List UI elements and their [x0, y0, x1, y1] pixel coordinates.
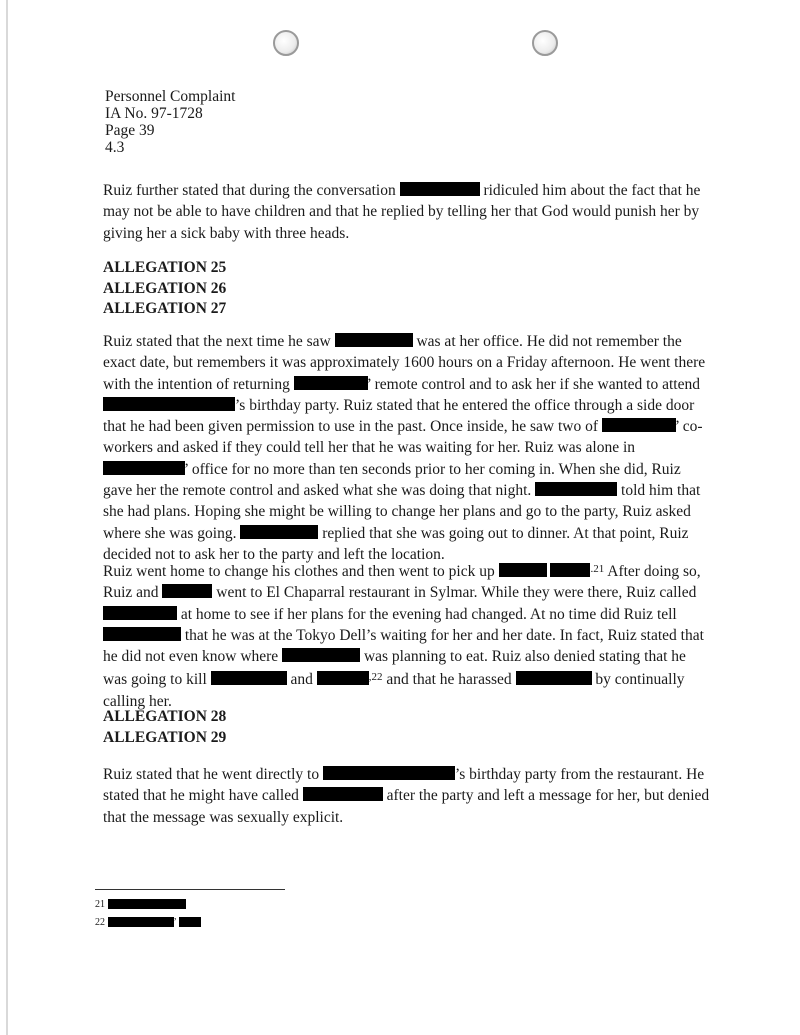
redaction-bar — [179, 917, 201, 927]
text-run: by continually calling her. — [103, 671, 685, 710]
header-page-number: Page 39 — [105, 122, 155, 139]
paragraph-2 — [103, 331, 713, 565]
header-title: Personnel Complaint — [105, 88, 236, 105]
allegation-heading: ALLEGATION 28 — [103, 708, 227, 725]
redaction-bar — [108, 899, 186, 909]
allegation-heading: ALLEGATION 25 — [103, 259, 227, 276]
redaction-bar — [211, 671, 287, 685]
header-ia-number: IA No. 97-1728 — [105, 105, 203, 122]
redaction-bar — [516, 671, 592, 685]
redaction-bar — [602, 418, 676, 432]
text-run: office for no more than ten seconds prior to her coming in. When she did, Ruiz gave her the remote control and asked what she was doing that night. — [103, 460, 681, 500]
text-run: went to El Chaparral restaurant in Sylmar. While they were there, Ruiz called — [216, 584, 697, 602]
redaction-bar — [162, 584, 212, 598]
allegation-heading: ALLEGATION 26 — [103, 279, 227, 297]
text-run: Ruiz stated that the next time he saw — [103, 333, 331, 350]
footnote-ref-22: ,22 — [368, 671, 383, 684]
text-run: co-workers and asked if they could tell her that he was waiting for her. Ruiz was alone in — [103, 418, 703, 457]
text-run: after the party and left a message for her, but denied that the message was sexually explicit. — [103, 787, 710, 826]
redaction-bar — [103, 397, 235, 411]
text-run: replied that she was going out to dinner. At that point, Ruiz decided not to ask her to the party and left the location. — [103, 524, 689, 563]
document-header — [105, 88, 235, 156]
text-run: ’ — [674, 418, 679, 436]
paragraph-3 — [103, 559, 713, 712]
redaction-bar — [103, 461, 185, 475]
footnote-divider — [95, 889, 285, 890]
text-run: ’ — [173, 917, 177, 928]
redaction-bar — [303, 787, 383, 801]
text-run: told him that she had plans. Hoping she might be willing to change her plans and go to the party, Ruiz asked where she was going. — [103, 482, 701, 542]
text-run: ’s birthday party. Ruiz stated that he entered the office through a side door that he had been given permission to use in the past. Once inside, he saw two of — [103, 396, 695, 436]
redaction-bar — [317, 671, 369, 685]
header-section: 4.3 — [105, 139, 125, 156]
footnote-ref-21: .21 — [590, 563, 605, 575]
redaction-bar — [535, 482, 617, 496]
text-run: was planning to eat. Ruiz also denied stating that he was going to kill — [103, 648, 686, 689]
paragraph-1 — [103, 180, 713, 244]
allegation-group-2 — [103, 707, 226, 748]
text-run: and — [290, 671, 313, 689]
punch-hole-left — [273, 30, 299, 56]
redaction-bar — [103, 627, 181, 641]
allegation-heading: ALLEGATION 27 — [103, 300, 227, 317]
text-run: After doing so, Ruiz and — [103, 563, 701, 602]
text-run: was at her office. He did not remember the exact date, but remembers it was approximately 1600 hours on a Friday afternoon. He went there with the intention of returning — [103, 333, 706, 393]
text-run: Ruiz stated that he went directly to — [103, 766, 320, 783]
text-run: remote control and to ask her if she wanted to attend — [374, 375, 700, 393]
text-run: ’ — [184, 460, 189, 478]
redaction-bar — [335, 333, 413, 347]
text-run: at home to see if her plans for the evening had changed. At no time did Ruiz tell — [180, 605, 677, 623]
footnote-number: 21 — [95, 899, 105, 910]
redaction-bar — [103, 606, 177, 620]
redaction-bar — [240, 525, 318, 539]
page-edge-shadow — [6, 0, 8, 1035]
allegation-heading: ALLEGATION 29 — [103, 728, 227, 746]
text-run: Ruiz went home to change his clothes and then went to pick up — [103, 563, 495, 580]
redaction-bar — [550, 563, 590, 577]
footnote-21 — [95, 899, 186, 911]
redaction-bar — [282, 648, 360, 662]
footnote-22 — [95, 917, 201, 929]
redaction-bar — [499, 563, 547, 577]
allegation-group-1 — [103, 258, 226, 320]
redaction-bar — [294, 376, 368, 390]
text-run: ’s birthday party from the restaurant. He stated that he might have called — [103, 766, 705, 805]
paragraph-4 — [103, 764, 713, 828]
redaction-bar — [400, 182, 480, 196]
redaction-bar — [108, 917, 174, 927]
redaction-bar — [323, 766, 455, 780]
text-run: and that he harassed — [386, 671, 512, 689]
text-run: ridiculed him about the fact that he may not be able to have children and that he replied by telling her that God would punish her by giving her a sick baby with three heads. — [103, 182, 701, 242]
text-run: that he was at the Tokyo Dell’s waiting for her and her date. In fact, Ruiz stated that he did not even know where — [103, 626, 704, 666]
text-run: Ruiz further stated that during the conversation — [103, 182, 396, 199]
punch-hole-right — [532, 30, 558, 56]
footnote-number: 22 — [95, 917, 105, 928]
text-run: ’ — [366, 375, 371, 393]
